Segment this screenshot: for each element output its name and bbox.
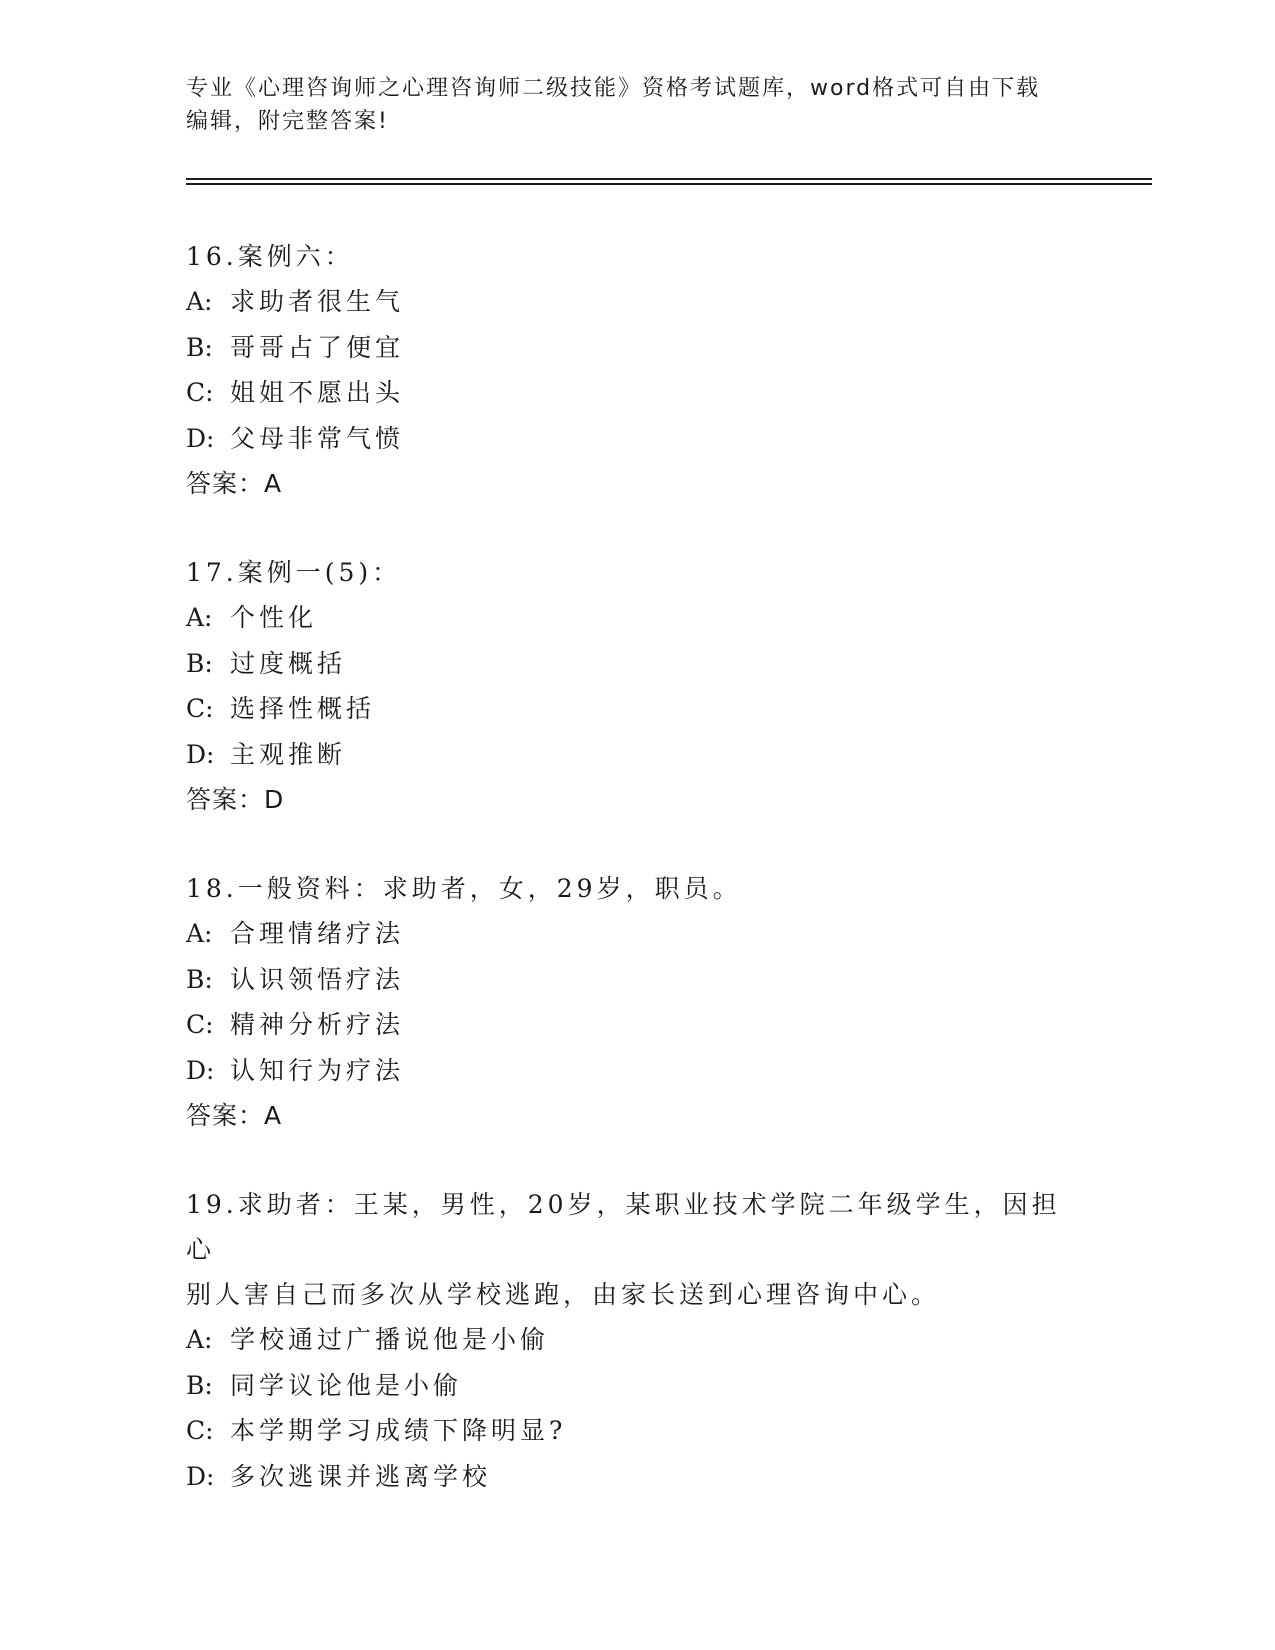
question-stem-line-1: 19.求助者：王某，男性，20岁，某职业技术学院二年级学生，因担心: [186, 1190, 1061, 1264]
option-text: 精神分析疗法: [230, 1010, 405, 1039]
header-divider-top: [186, 178, 1152, 180]
option-b: [186, 957, 1086, 1003]
option-label: B:: [186, 648, 213, 678]
option-label: C:: [186, 378, 214, 407]
option-text: 本学期学习成绩下降明显?: [230, 1416, 567, 1445]
header-line-1: 专业《心理咨询师之心理咨询师二级技能》资格考试题库，word格式可自由下载: [186, 76, 1041, 101]
header-divider-bottom: [186, 183, 1152, 185]
option-text: 父母非常气愤: [230, 423, 405, 453]
option-a: [186, 1317, 1086, 1363]
option-label: A:: [186, 287, 213, 316]
option-a: [186, 911, 1086, 957]
option-text: 认知行为疗法: [230, 1055, 405, 1085]
answer-line: 答案：D: [186, 785, 285, 814]
answer-line: 答案：A: [186, 1101, 283, 1130]
option-text: 个性化: [230, 603, 318, 632]
option-text: 姐姐不愿出头: [230, 378, 405, 407]
question-stem-line-2: 别人害自己而多次从学校逃跑，由家长送到心理咨询中心。: [186, 1280, 941, 1309]
option-b: [186, 325, 1086, 371]
option-text: 学校通过广播说他是小偷: [230, 1325, 550, 1354]
option-a: [186, 279, 1086, 325]
question-18: [186, 866, 1086, 1138]
option-text: 认识领悟疗法: [230, 964, 405, 994]
option-text: 哥哥占了便宜: [230, 332, 405, 362]
option-text: 过度概括: [230, 648, 347, 678]
option-d: [186, 1454, 1086, 1500]
option-label: A:: [186, 919, 213, 948]
option-d: [186, 416, 1086, 462]
option-d: [186, 1048, 1086, 1094]
option-label: B:: [186, 332, 213, 362]
option-label: C:: [186, 1010, 214, 1039]
question-17: [186, 550, 1086, 822]
option-label: B:: [186, 964, 213, 994]
question-19: [186, 1182, 1086, 1499]
question-stem: 16.案例六：: [186, 242, 354, 271]
option-c: [186, 686, 1086, 732]
option-label: C:: [186, 1416, 214, 1445]
option-c: [186, 1408, 1086, 1454]
option-text: 求助者很生气: [230, 287, 405, 316]
question-stem: 18.一般资料：求助者，女，29岁，职员。: [186, 874, 742, 903]
answer-line: 答案：A: [186, 469, 283, 498]
option-text: 主观推断: [230, 739, 347, 769]
document-header: [186, 72, 1066, 138]
option-label: D:: [186, 1055, 215, 1085]
option-d: [186, 732, 1086, 778]
option-label: D:: [186, 1461, 215, 1491]
option-b: [186, 641, 1086, 687]
option-text: 选择性概括: [230, 694, 376, 723]
option-c: [186, 370, 1086, 416]
header-line-2: 编辑，附完整答案!: [186, 109, 389, 134]
question-16: [186, 234, 1086, 506]
option-label: B:: [186, 1370, 213, 1400]
option-text: 合理情绪疗法: [230, 919, 405, 948]
option-label: A:: [186, 603, 213, 632]
option-b: [186, 1363, 1086, 1409]
option-a: [186, 595, 1086, 641]
option-label: C:: [186, 694, 214, 723]
option-label: D:: [186, 423, 215, 453]
option-text: 多次逃课并逃离学校: [230, 1461, 492, 1491]
option-text: 同学议论他是小偷: [230, 1370, 463, 1400]
option-label: D:: [186, 739, 215, 769]
option-label: A:: [186, 1325, 213, 1354]
question-list: [186, 234, 1086, 1543]
question-stem: 17.案例一(5)：: [186, 558, 402, 587]
option-c: [186, 1002, 1086, 1048]
